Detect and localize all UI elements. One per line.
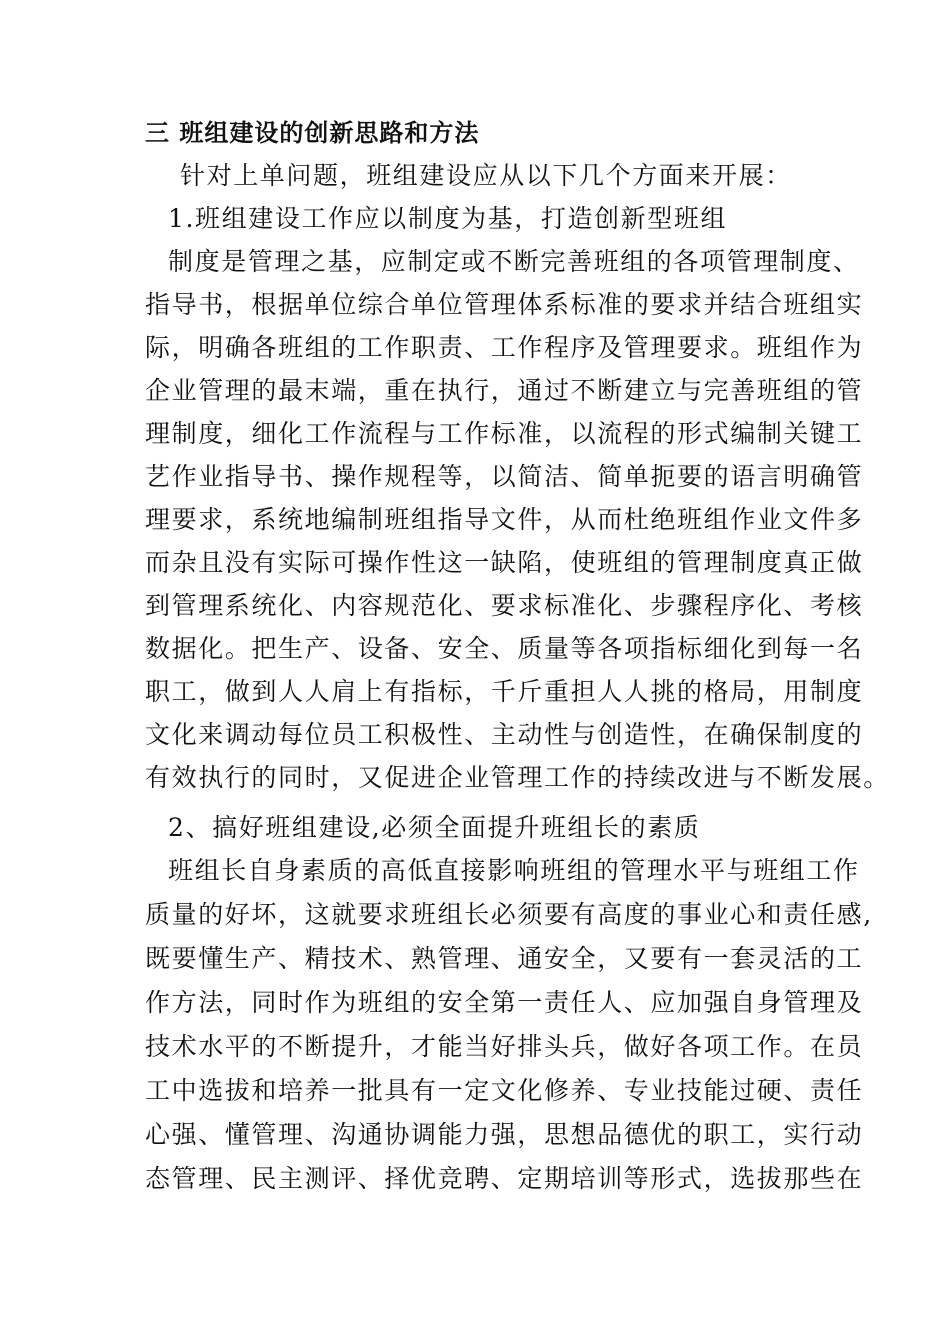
paragraph-line: 指导书，根据单位综合单位管理体系标准的要求并结合班组实 [145,290,864,319]
intro-paragraph: 针对上单问题，班组建设应从以下几个方面来开展： [180,161,792,190]
paragraph-line: 文化来调动每位员工积极性、主动性与创造性，在确保制度的 [145,720,864,749]
paragraph-line: 际，明确各班组的工作职责、工作程序及管理要求。班组作为 [145,333,864,362]
paragraph-line: 心强、懂管理、沟通协调能力强，思想品德优的职工，实行动 [145,1120,864,1149]
paragraph-line: 工中选拔和培养一批具有一定文化修养、专业技能过硬、责任 [145,1076,864,1105]
paragraph-line: 职工，做到人人肩上有指标，千斤重担人人挑的格局，用制度 [145,677,864,706]
paragraph-line: 而杂且没有实际可操作性这一缺陷，使班组的管理制度真正做 [145,548,864,577]
section-heading: 三 班组建设的创新思路和方法 [145,119,480,147]
paragraph-line: 数据化。把生产、设备、安全、质量等各项指标细化到每一名 [145,634,864,663]
paragraph-line: 班组长自身素质的高低直接影响班组的管理水平与班组工作 [168,856,860,885]
paragraph-line: 到管理系统化、内容规范化、要求标准化、步骤程序化、考核 [145,591,864,620]
paragraph-line: 作方法，同时作为班组的安全第一责任人、应加强自身管理及 [145,988,864,1017]
paragraph-line: 既要懂生产、精技术、熟管理、通安全，又要有一套灵活的工 [145,944,864,973]
paragraph-line: 理制度，细化工作流程与工作标准，以流程的形式编制关键工 [145,419,864,448]
item1-title: 1.班组建设工作应以制度为基，打造创新型班组 [168,204,728,233]
paragraph-line: 企业管理的最末端，重在执行，通过不断建立与完善班组的管 [145,376,864,405]
paragraph-line: 有效执行的同时，又促进企业管理工作的持续改进与不断发展。 [145,763,890,792]
paragraph-line: 态管理、民主测评、择优竞聘、定期培训等形式，选拔那些在 [145,1164,864,1193]
paragraph-line: 制度是管理之基，应制定或不断完善班组的各项管理制度、 [168,247,860,276]
paragraph-line: 质量的好坏，这就要求班组长必须要有高度的事业心和责任感, [145,900,873,929]
paragraph-line: 技术水平的不断提升，才能当好排头兵，做好各项工作。在员 [145,1032,864,1061]
paragraph-line: 艺作业指导书、操作规程等，以简洁、简单扼要的语言明确管 [145,462,864,491]
paragraph-line: 理要求，系统地编制班组指导文件，从而杜绝班组作业文件多 [145,505,864,534]
item2-title: 2、搞好班组建设,必须全面提升班组长的素质 [168,813,701,842]
